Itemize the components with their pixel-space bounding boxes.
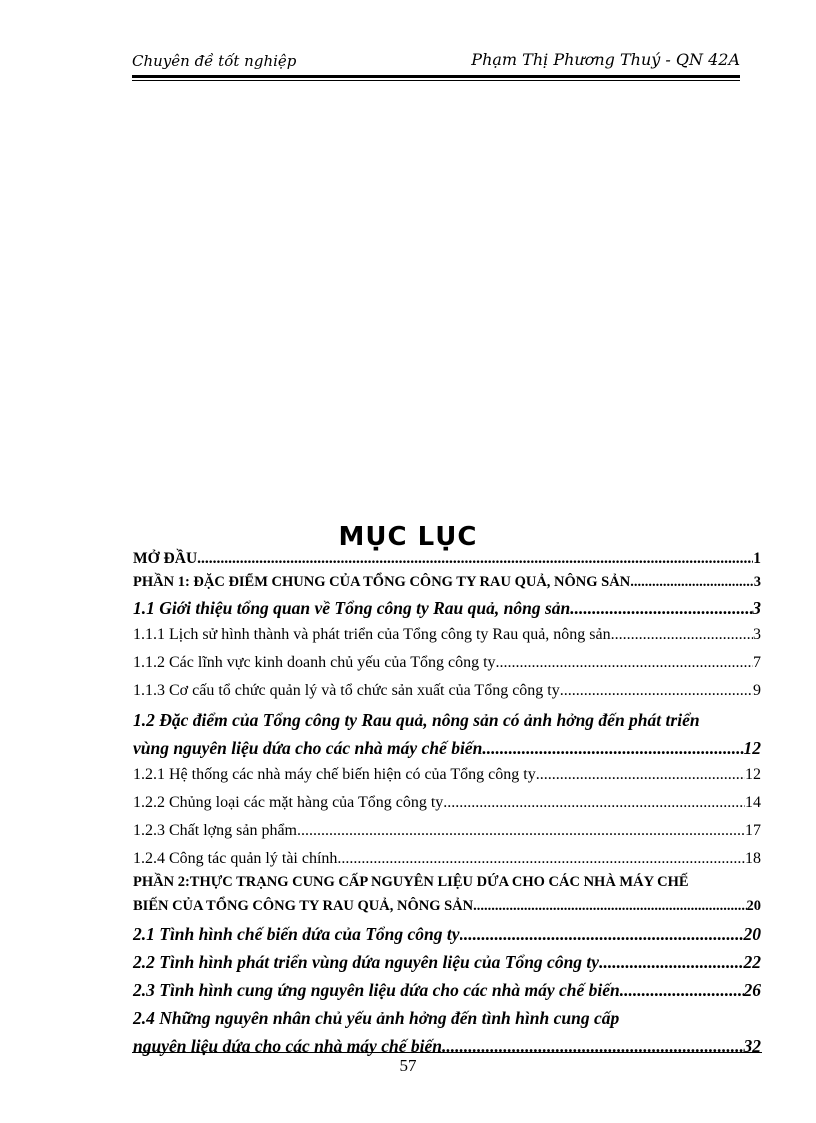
header-left-text: Chuyên đề tốt nghiệp <box>132 52 297 70</box>
toc-entry-2-4-line2[interactable]: nguyên liệu dứa cho các nhà máy chế biến. ..... 32 <box>133 1036 761 1064</box>
toc-entry-1-2-4[interactable]: 1.2.4 Công tác quản lý tài chính. ..... 18 <box>133 850 761 874</box>
header-rule-thin <box>132 80 740 81</box>
toc-entry-1-1-2[interactable]: 1.1.2 Các lĩnh vực kinh doanh chủ yếu của Tổng công ty ..... 7 <box>133 654 761 682</box>
toc-entry-phan-1[interactable]: PHẦN 1: ĐẶC ĐIỂM CHUNG CỦA TỔNG CÔNG TY RAU QUẢ, NÔNG SẢN ..... 3 <box>133 574 761 598</box>
toc-entry-2-1[interactable]: 2.1 Tình hình chế biến dứa của Tổng công ty ..... 20 <box>133 924 761 952</box>
page-header <box>132 48 740 80</box>
toc-entry-1-2-2[interactable]: 1.2.2 Chủng loại các mặt hàng của Tổng công ty ..... 14 <box>133 794 761 822</box>
toc-entry-1-1-1[interactable]: 1.1.1 Lịch sử hình thành và phát triển của Tổng công ty Rau quả, nông sản ..... 3 <box>133 626 761 654</box>
page-number: 57 <box>399 1056 417 1075</box>
toc-entry-phan-2-line1[interactable]: PHẦN 2:THỰC TRẠNG CUNG CẤP NGUYÊN LIỆU DỨA CHO CÁC NHÀ MÁY CHẾ <box>133 874 689 890</box>
footer-rule <box>132 1052 762 1053</box>
toc-entry-2-2[interactable]: 2.2 Tình hình phát triển vùng dứa nguyên liệu của Tổng công ty ..... 22 <box>133 952 761 980</box>
toc-entry-1-2-line2[interactable]: vùng nguyên liệu dứa cho các nhà máy chế biến ..... 12 <box>133 738 761 766</box>
toc-title: MỤC LỤC <box>338 522 478 552</box>
toc-entry-mo-dau[interactable]: MỞ ĐẦU ..... 1 <box>133 550 761 574</box>
toc-entry-1-2-1[interactable]: 1.2.1 Hệ thống các nhà máy chế biến hiện có của Tổng công ty ..... 12 <box>133 766 761 794</box>
toc-entry-1-2-line1[interactable]: 1.2 Đặc điểm của Tổng công ty Rau quả, nông sản có ảnh hởng đến phát triển <box>133 710 700 730</box>
table-of-contents <box>133 550 761 1064</box>
toc-entry-1-1[interactable]: 1.1 Giới thiệu tổng quan về Tổng công ty Rau quả, nông sản ..... 3 <box>133 598 761 626</box>
toc-entry-phan-2-line2[interactable]: BIẾN CỦA TỔNG CÔNG TY RAU QUẢ, NÔNG SẢN ..... 20 <box>133 898 761 924</box>
header-right-text: Phạm Thị Phương Thuý - QN 42A <box>471 50 740 69</box>
toc-entry-2-4-line1[interactable]: 2.4 Những nguyên nhân chủ yếu ảnh hởng đến tình hình cung cấp <box>133 1008 620 1028</box>
toc-entry-1-1-3[interactable]: 1.1.3 Cơ cấu tổ chức quản lý và tổ chức sản xuất của Tổng công ty ..... 9 <box>133 682 761 710</box>
header-rule-thick <box>132 75 740 78</box>
toc-entry-2-3[interactable]: 2.3 Tình hình cung ứng nguyên liệu dứa cho các nhà máy chế biến ..... 26 <box>133 980 761 1008</box>
toc-entry-1-2-3[interactable]: 1.2.3 Chất lợng sản phẩm ..... 17 <box>133 822 761 850</box>
